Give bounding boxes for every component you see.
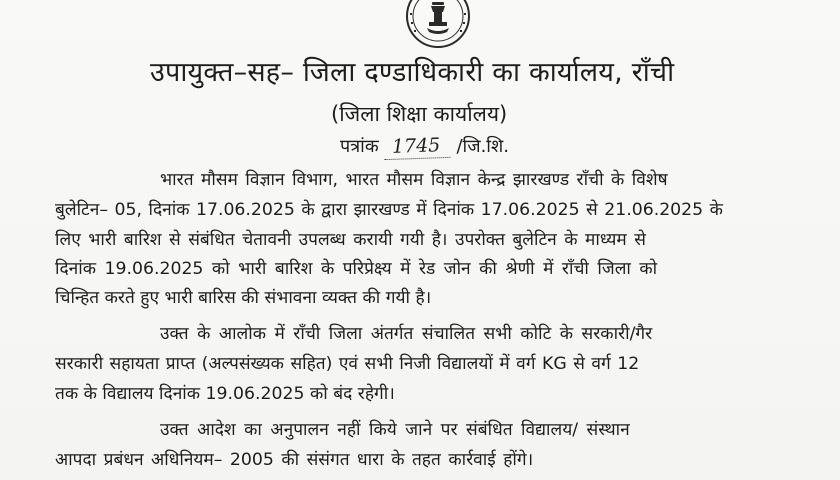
body-line: दिनांक 19.06.2025 को भारी बारिश के परिप्रेक्ष्य में रेड जोन की श्रेणी में राँची जिला को — [55, 259, 658, 279]
body-line: चिन्हित करते हुए भारी बारिस की संभावना व्यक्त की गयी है। — [55, 288, 432, 308]
body-line: सरकारी सहायता प्राप्त (अल्पसंख्यक सहित) एवं सभी निजी विद्यालयों में वर्ग KG से वर्ग 12 — [55, 354, 640, 374]
reference-label: पत्रांक — [340, 136, 379, 157]
body-line: उक्त के आलोक में राँची जिला अंतर्गत संचालित सभी कोटि के सरकारी/गैर — [160, 324, 653, 344]
body-line: उक्त आदेश का अनुपालन नहीं किये जाने पर संबंधित विद्यालय/ संस्थान — [160, 420, 630, 440]
body-line: आपदा प्रबंधन अधिनियम– 2005 की संसंगत धारा के तहत कार्रवाई होंगे। — [55, 450, 534, 470]
body-line: भारत मौसम विज्ञान विभाग, भारत मौसम विज्ञान केन्द्र झारखण्ड राँची के विशेष — [160, 170, 668, 190]
reference-suffix: /जि.शि. — [456, 136, 509, 157]
body-line: लिए भारी बारिश से संबंधित चेतावनी उपलब्ध करायी गयी है। उपरोक्त बुलेटिन के माध्यम से — [55, 230, 646, 250]
government-seal-icon — [405, 0, 471, 48]
body-line: बुलेटिन– 05, दिनांक 17.06.2025 के द्वारा झारखण्ड में दिनांक 17.06.2025 से 21.06.2025 के — [55, 200, 723, 220]
reference-number-line — [340, 134, 509, 159]
reference-number: 1745 — [384, 134, 451, 160]
office-title: उपायुक्त–सह– जिला दण्डाधिकारी का कार्यालय, राँची — [150, 57, 675, 88]
body-line: तक के विद्यालय दिनांक 19.06.2025 को बंद रहेगी। — [55, 384, 395, 404]
office-subtitle: (जिला शिक्षा कार्यालय) — [331, 102, 508, 126]
